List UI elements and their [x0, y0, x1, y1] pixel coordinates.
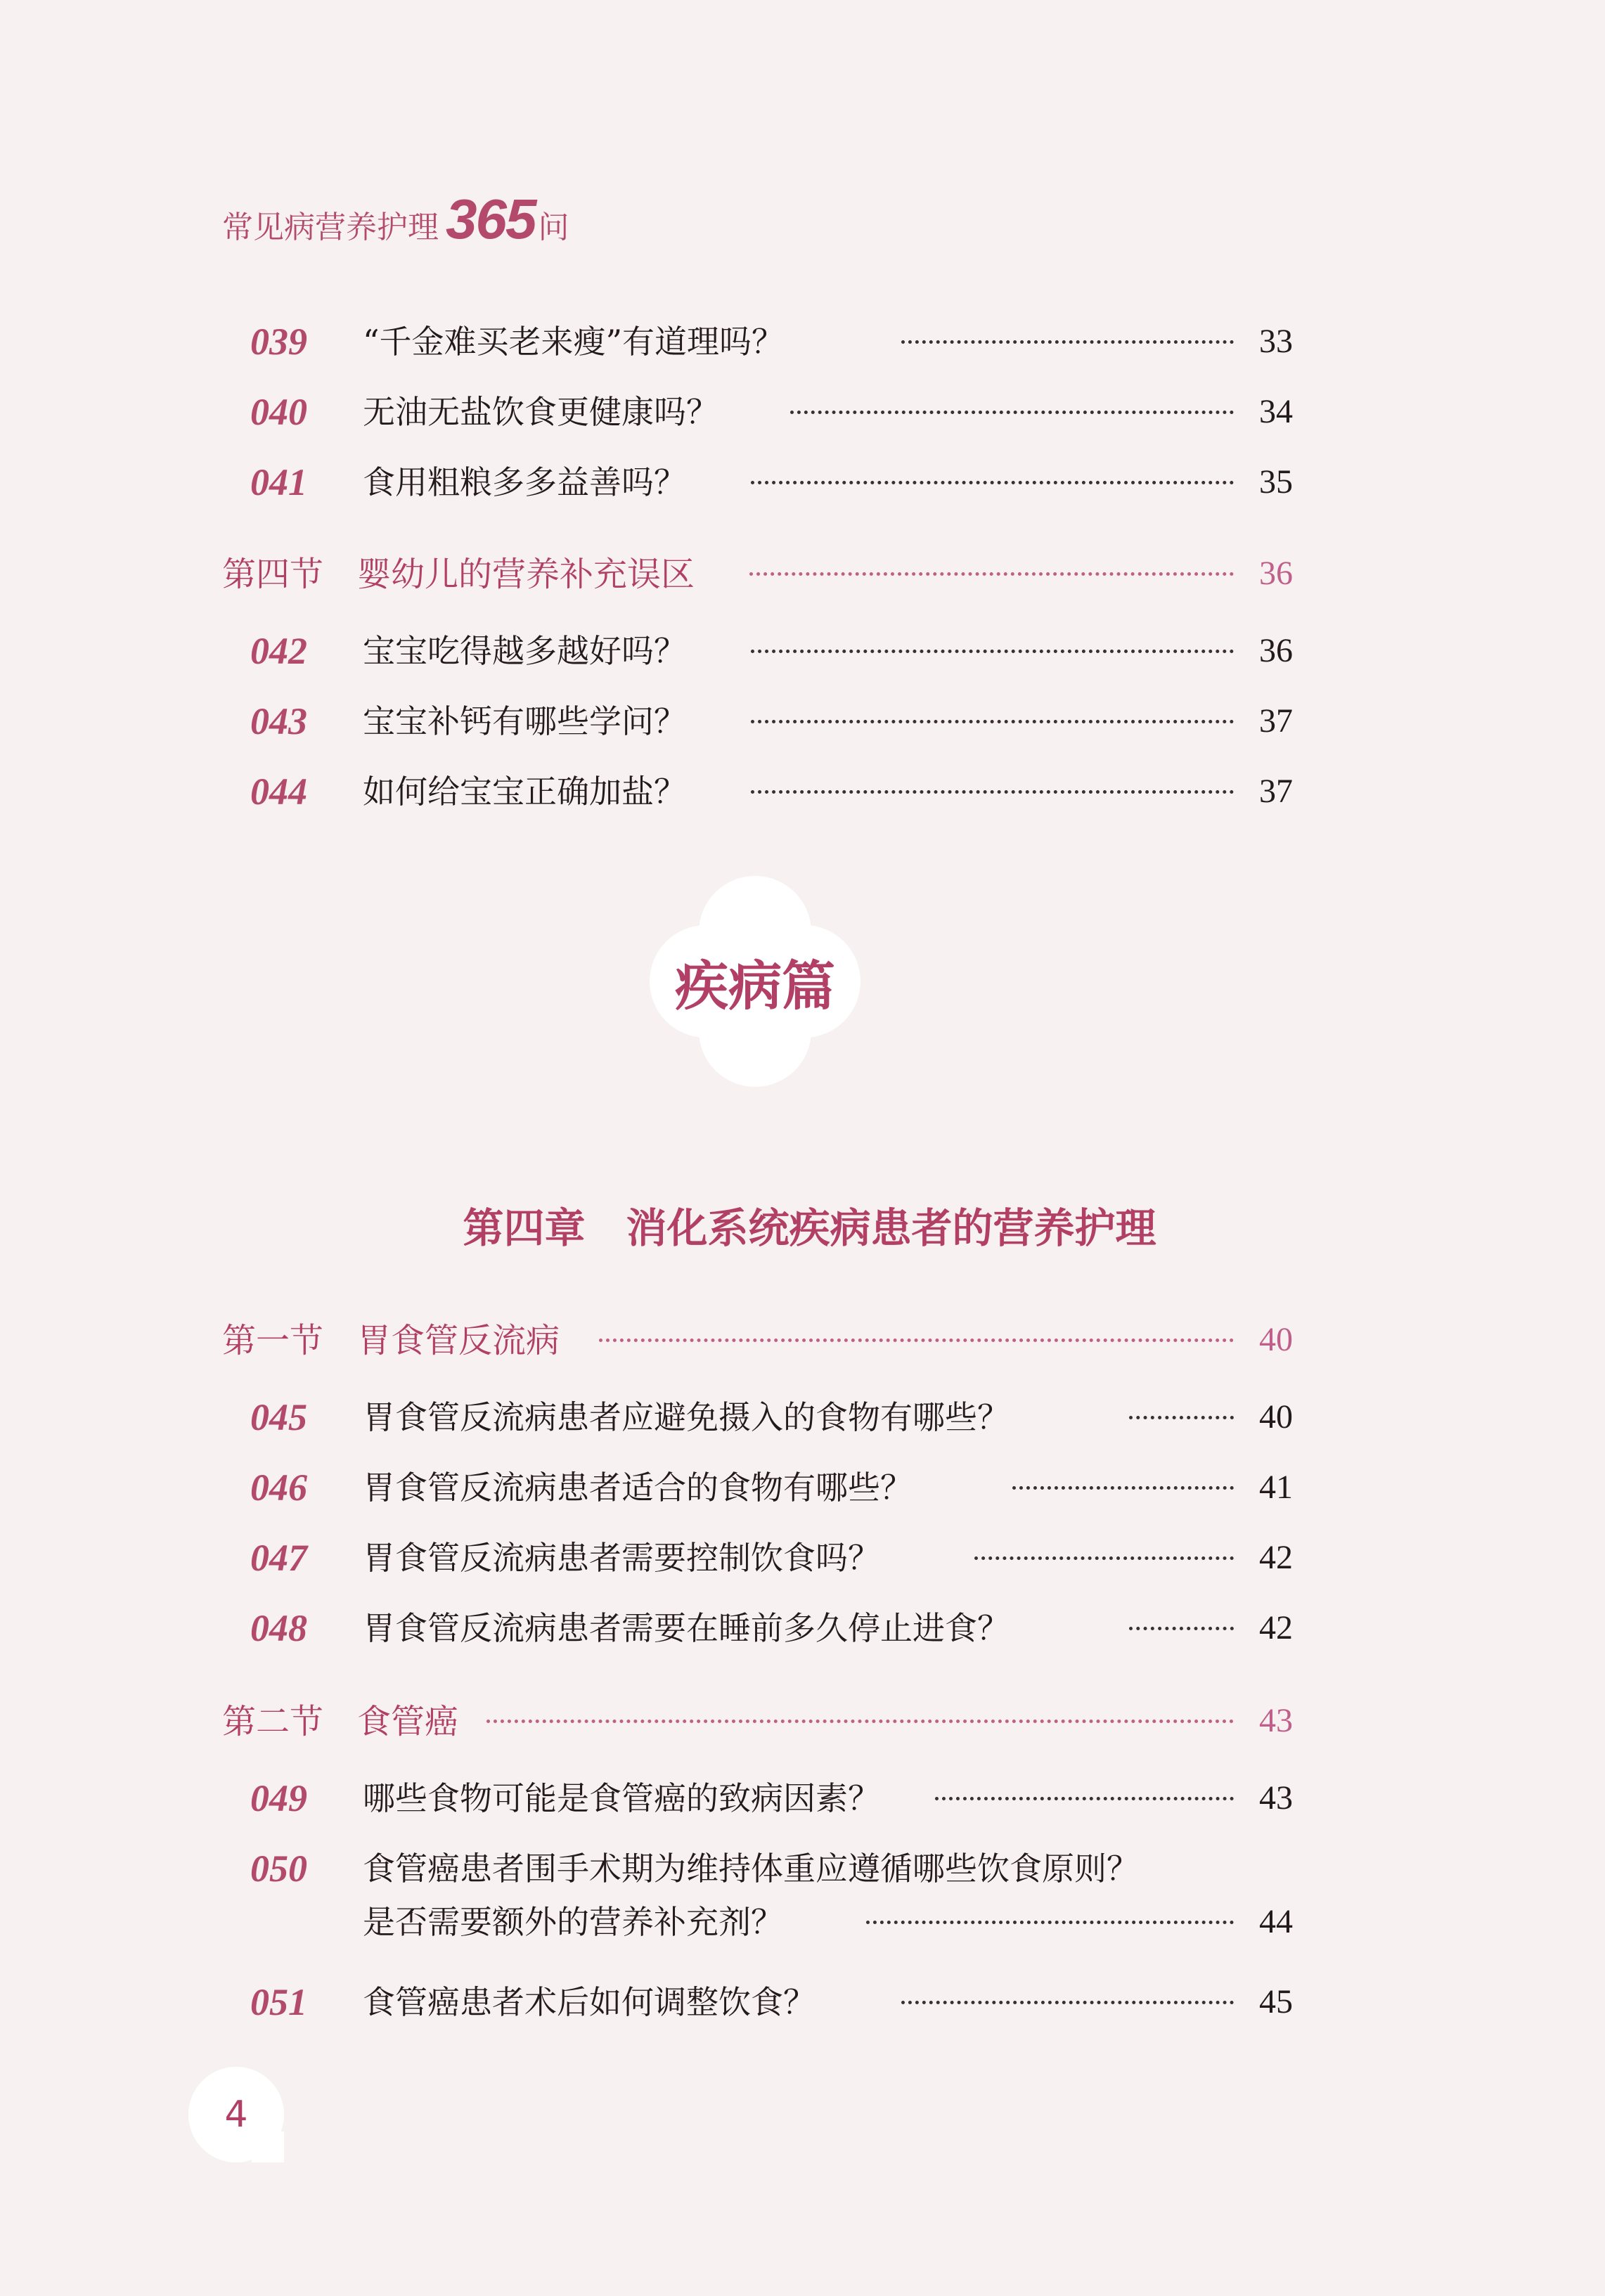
entry-number: 050	[250, 1847, 307, 1890]
dot-leader	[1012, 1486, 1234, 1490]
section-page: 40	[1259, 1321, 1293, 1358]
entry-title: 食管癌患者术后如何调整饮食？	[363, 1983, 816, 2021]
toc-section[interactable]	[0, 1687, 1605, 1758]
entry-page: 45	[1259, 1983, 1293, 2020]
toc-entry[interactable]	[0, 1765, 1605, 1835]
entry-page: 40	[1259, 1398, 1293, 1436]
entry-number: 040	[250, 391, 307, 433]
dot-leader	[901, 340, 1234, 344]
dot-leader	[751, 720, 1234, 723]
book-title: 常见病营养护理	[222, 209, 439, 245]
running-header	[222, 184, 569, 250]
entry-title: 宝宝吃得越多越好吗？	[363, 632, 686, 670]
entry-number: 044	[250, 770, 307, 813]
dot-leader	[751, 650, 1234, 653]
toc-entry[interactable]	[0, 449, 1605, 519]
entry-number: 049	[250, 1777, 307, 1819]
entry-number: 045	[250, 1396, 307, 1438]
toc-entry[interactable]	[0, 688, 1605, 758]
dot-leader	[790, 411, 1234, 414]
entry-title-continued: 是否需要额外的营养补充剂？	[363, 1903, 783, 1941]
entry-title: 如何给宝宝正确加盐？	[363, 773, 686, 811]
entry-title: 胃食管反流病患者适合的食物有哪些？	[363, 1469, 913, 1507]
section-page: 43	[1259, 1702, 1293, 1739]
entry-page: 44	[1259, 1903, 1293, 1940]
toc-entry[interactable]	[0, 1835, 1605, 1968]
entry-title: 胃食管反流病患者需要在睡前多久停止进食？	[363, 1609, 1010, 1647]
entry-title: 胃食管反流病患者应避免摄入的食物有哪些？	[363, 1398, 1010, 1436]
toc-entry[interactable]	[0, 1384, 1605, 1454]
section-page: 36	[1259, 555, 1293, 592]
entry-page: 37	[1259, 702, 1293, 740]
toc-entry[interactable]	[0, 617, 1605, 688]
part-title: 疾病篇	[675, 954, 835, 1017]
toc-entry[interactable]	[0, 1594, 1605, 1665]
toc-entry[interactable]	[0, 308, 1605, 378]
section-title: 第四节 婴幼儿的营养补充误区	[222, 555, 695, 594]
entry-page: 36	[1259, 632, 1293, 669]
chapter-title: 第四章 消化系统疾病患者的营养护理	[463, 1204, 1156, 1252]
toc-entry[interactable]	[0, 758, 1605, 828]
section-title: 第一节 胃食管反流病	[222, 1321, 560, 1360]
entry-page: 43	[1259, 1779, 1293, 1817]
entry-number: 041	[250, 461, 307, 503]
entry-title: 宝宝补钙有哪些学问？	[363, 702, 686, 740]
dot-leader	[486, 1720, 1234, 1723]
toc-entry[interactable]	[0, 378, 1605, 449]
entry-title: 胃食管反流病患者需要控制饮食吗？	[363, 1539, 880, 1577]
toc-entry[interactable]	[0, 1968, 1605, 2039]
dot-leader	[935, 1797, 1234, 1800]
dot-leader	[749, 572, 1234, 576]
entry-page: 35	[1259, 463, 1293, 501]
dot-leader	[751, 790, 1234, 794]
entry-number: 047	[250, 1537, 307, 1579]
page-number: 4	[224, 2094, 248, 2136]
entry-page: 37	[1259, 773, 1293, 810]
dot-leader	[1129, 1416, 1234, 1419]
entry-page: 42	[1259, 1539, 1293, 1576]
toc-section[interactable]	[0, 540, 1605, 610]
entry-number: 046	[250, 1466, 307, 1509]
entry-title: 食管癌患者围手术期为维持体重应遵循哪些饮食原则？	[363, 1850, 1139, 1888]
entry-page: 42	[1259, 1609, 1293, 1646]
entry-number: 043	[250, 700, 307, 742]
entry-number: 042	[250, 630, 307, 672]
entry-title: “千金难买老来瘦”有道理吗？	[363, 323, 785, 361]
entry-number: 048	[250, 1607, 307, 1649]
dot-leader	[599, 1339, 1234, 1342]
entry-title: 哪些食物可能是食管癌的致病因素？	[363, 1779, 880, 1817]
entry-title: 无油无盐饮食更健康吗？	[363, 393, 718, 431]
section-title: 第二节 食管癌	[222, 1702, 459, 1741]
entry-page: 33	[1259, 323, 1293, 360]
book-title-number: 365	[446, 188, 536, 250]
book-title-suffix: 问	[538, 209, 569, 245]
toc-entry[interactable]	[0, 1524, 1605, 1594]
entry-title: 食用粗粮多多益善吗？	[363, 463, 686, 501]
entry-number: 039	[250, 321, 307, 363]
dot-leader	[751, 481, 1234, 484]
dot-leader	[1129, 1627, 1234, 1630]
toc-entry[interactable]	[0, 1454, 1605, 1524]
entry-page: 34	[1259, 393, 1293, 430]
entry-number: 051	[250, 1981, 307, 2023]
part-badge	[650, 876, 860, 1087]
dot-leader	[901, 2001, 1234, 2004]
dot-leader	[974, 1556, 1234, 1560]
toc-section[interactable]	[0, 1306, 1605, 1376]
dot-leader	[866, 1921, 1234, 1924]
entry-page: 41	[1259, 1469, 1293, 1506]
